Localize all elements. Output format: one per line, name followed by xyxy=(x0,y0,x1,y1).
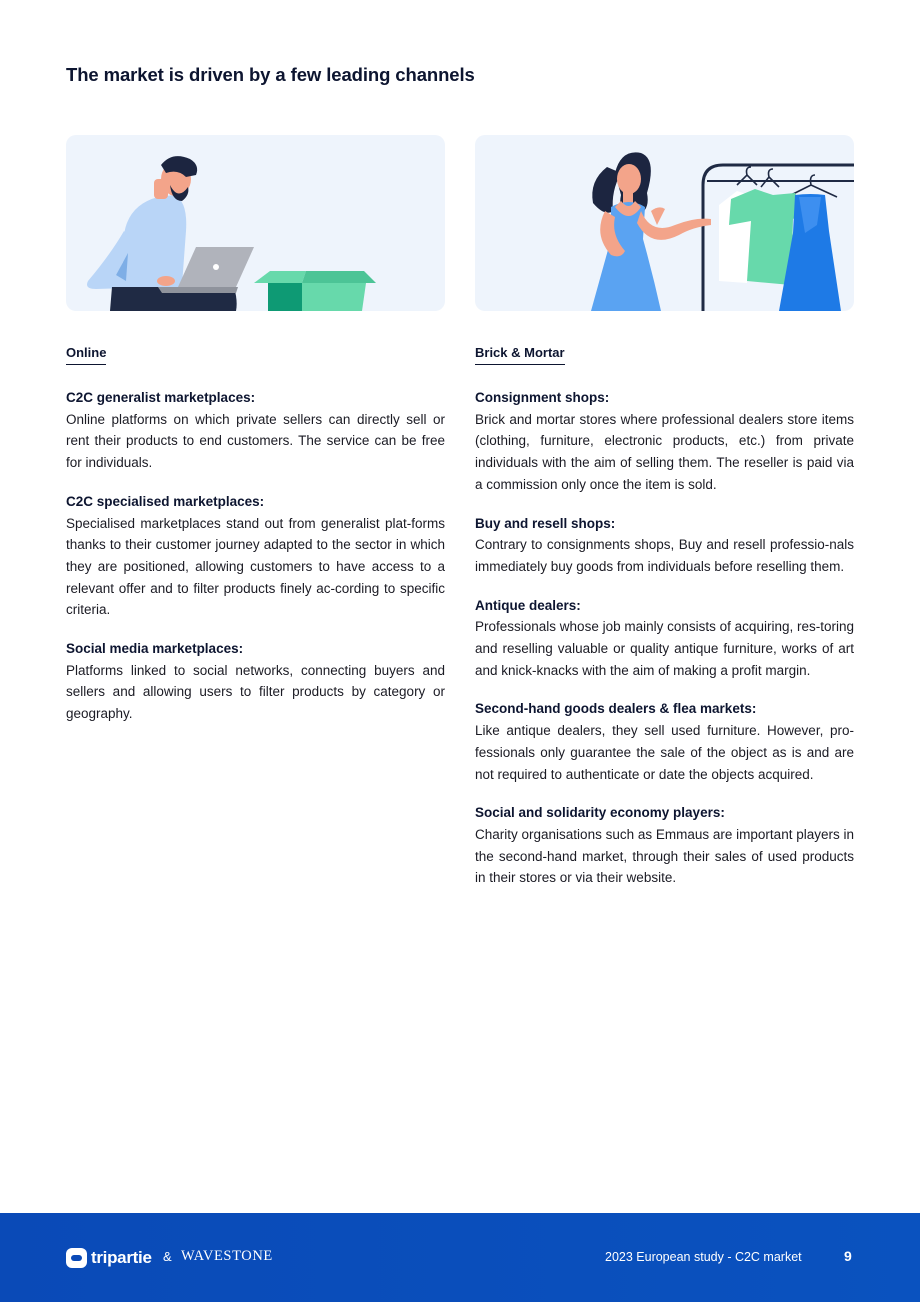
entry-title: Buy and resell shops: xyxy=(475,515,616,531)
page-title: The market is driven by a few leading channels xyxy=(66,64,475,85)
entry-description: Platforms linked to social networks, connecting buyers and sellers and allowing users to filter products by category or geography. xyxy=(66,662,445,722)
page-number: 9 xyxy=(844,1248,852,1264)
brick-mortar-column xyxy=(475,344,854,906)
entry-description: Like antique dealers, they sell used furniture. However, pro-fessionals only guarantee the sale of the object as is and are not required to authenticate or date the objects acquired. xyxy=(475,723,854,782)
entry-description: Online platforms on which private sellers can directly sell or rent their products to end customers. The service can be free for individuals. xyxy=(66,411,445,471)
entry-title: Second-hand goods dealers & flea markets: xyxy=(475,701,757,717)
entry-description: Charity organisations such as Emmaus are important players in the second-hand market, through their sales of used products in their stores or via their website. xyxy=(475,826,854,886)
entry-title: C2C specialised marketplaces: xyxy=(66,493,265,509)
footer-caption: 2023 European study - C2C market xyxy=(605,1250,802,1264)
entry-buy-resell xyxy=(475,513,854,578)
online-heading: Online xyxy=(66,345,106,365)
tripartie-logo xyxy=(66,1246,152,1270)
online-illustration xyxy=(66,135,445,311)
entry-c2c-generalist xyxy=(66,387,445,474)
wavestone-logo: WAVESTONE xyxy=(181,1248,273,1264)
online-column xyxy=(66,344,445,742)
tripartie-logo-text: tripartie xyxy=(91,1248,152,1267)
entry-title: Social media marketplaces: xyxy=(66,641,244,657)
entry-consignment-shops xyxy=(475,387,854,496)
logo-separator: & xyxy=(163,1249,172,1264)
entry-title: Social and solidarity economy players: xyxy=(475,805,725,821)
tripartie-logo-icon xyxy=(66,1248,87,1268)
entry-title: C2C generalist marketplaces: xyxy=(66,390,256,405)
brick-mortar-heading: Brick & Mortar xyxy=(475,345,565,365)
entry-title: Antique dealers: xyxy=(475,597,581,613)
entry-title: Consignment shops: xyxy=(475,390,610,405)
entry-social-media xyxy=(66,638,445,725)
entry-second-hand-dealers xyxy=(475,698,854,785)
entry-antique-dealers xyxy=(475,595,854,682)
entry-social-solidarity xyxy=(475,802,854,889)
entry-c2c-specialised xyxy=(66,491,445,621)
entry-description: Professionals whose job mainly consists of acquiring, res-toring and reselling valuable or quality antique furniture, works of art and knick-knacks with the aim of making a profit margin. xyxy=(475,619,854,678)
man-with-laptop-icon xyxy=(66,135,445,311)
entry-description: Brick and mortar stores where professional dealers store items (clothing, furniture, electronic products, etc.) from private individuals with the aim of selling them. The reseller is paid via a commission only once the item is sold. xyxy=(475,411,854,492)
entry-description: Specialised marketplaces stand out from generalist plat-forms thanks to their customer journey adapted to the sector in which they are positioned, allowing customers to have access to a relevant offer and to filter products finely ac-cording to specific criteria. xyxy=(66,515,445,618)
entry-description: Contrary to consignments shops, Buy and resell professio-nals immediately buy goods from individuals before reselling them. xyxy=(475,537,854,574)
brick-mortar-illustration xyxy=(475,135,854,311)
footer xyxy=(0,1213,920,1302)
woman-clothing-rack-icon xyxy=(475,135,854,311)
